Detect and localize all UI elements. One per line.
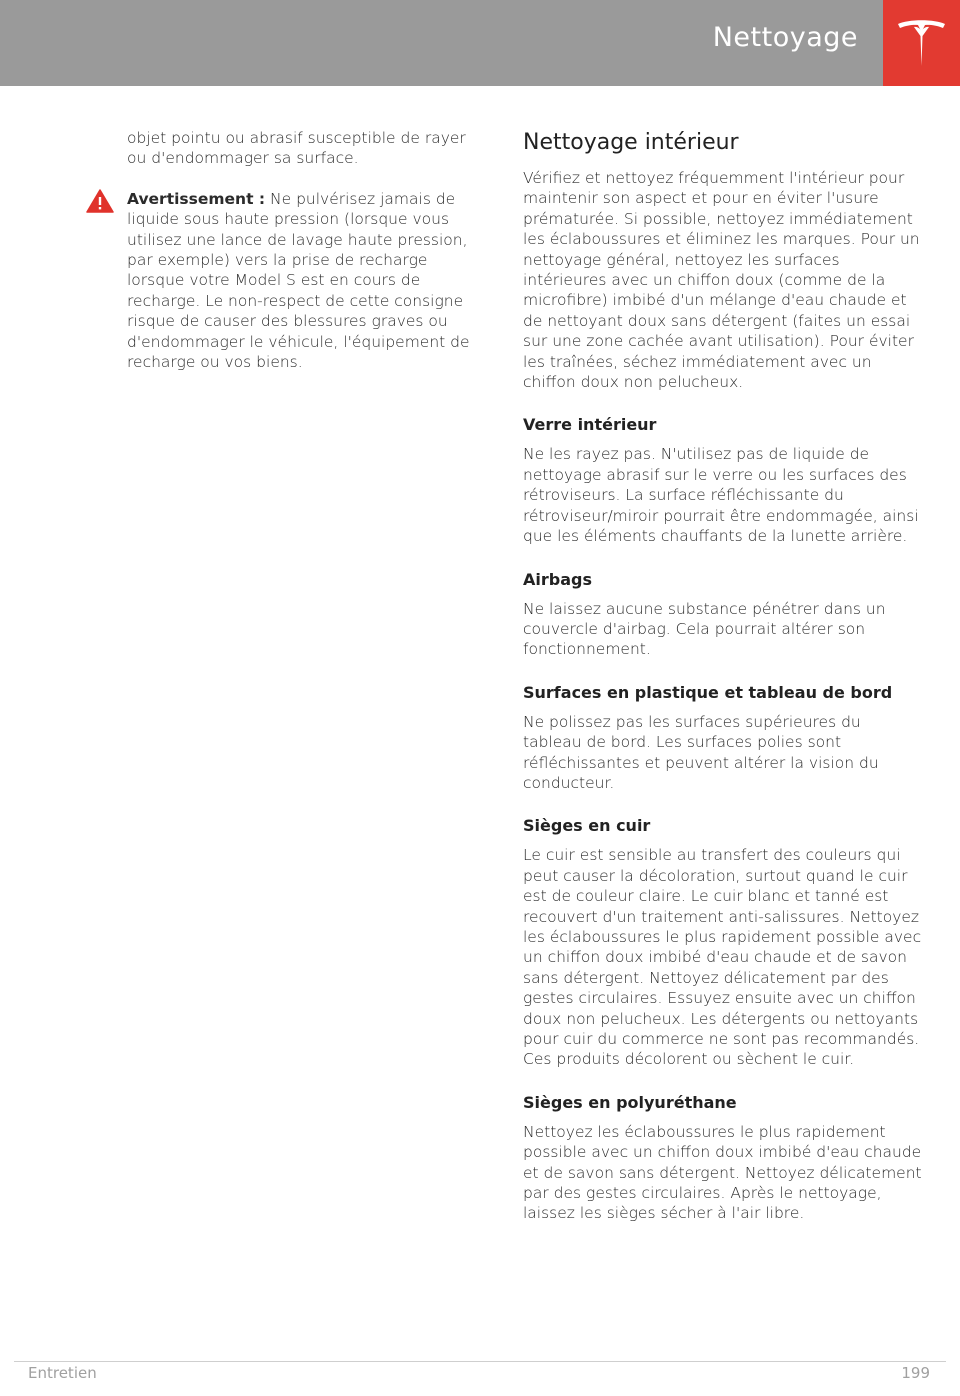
page-title: Nettoyage — [712, 22, 858, 53]
section-intro: Vérifiez et nettoyez fréquemment l'intérieur pour maintenir son aspect et pour en éviter l'usure prématurée. Si possible, nettoyez immédiatement les éclaboussures et éliminez les marques. Pour un nettoyage général, nettoyez les surfaces intérieures avec un chiffon doux (comme de la microfibre) imbibé d'un mélange d'eau chaude et de nettoyant doux sans détergent (faites un essai sur une zone cachée avant utilisation). Pour éviter les traînées, séchez immédiatement avec un chiffon doux non pelucheux. — [523, 169, 920, 392]
warning-block — [127, 189, 489, 373]
warning-icon — [86, 189, 114, 213]
brand-logo — [883, 0, 960, 86]
footer-section: Entretien — [28, 1364, 97, 1382]
subsection-body: Nettoyez les éclaboussures le plus rapidement possible avec un chiffon doux imbibé d'eau chaude et de savon sans détergent. Nettoyez délicatement par des gestes circulaires. Après le nettoyage, laissez les sièges sécher à l'air libre. — [523, 1122, 922, 1223]
subsection-heading: Surfaces en plastique et tableau de bord — [523, 682, 893, 702]
subsection-body: Le cuir est sensible au transfert des couleurs qui peut causer la décoloration, surtout quand le cuir est de couleur claire. Le cuir blanc et tanné est recouvert d'un traitement anti-salissures. Nettoyez les éclaboussures le plus rapidement possible avec un chiffon doux imbibé d'eau chaude et de savon sans détergent. Nettoyez délicatement par des gestes circulaires. Essuyez ensuite avec un chiffon doux non pelucheux. Les détergents ou nettoyants pour cuir du commerce ne sont pas recommandés. Ces produits décolorent ou sèchent le cuir. — [523, 846, 922, 1069]
subsection-body: Ne les rayez pas. N'utilisez pas de liquide de nettoyage abrasif sur le verre ou les surfaces des rétroviseurs. La surface réfléchissante du rétroviseur/miroir pourrait être endommagée, ainsi que les éléments chauffants de la lunette arrière. — [523, 445, 919, 546]
section-title: Nettoyage intérieur — [523, 130, 739, 155]
subsection-heading: Sièges en cuir — [523, 816, 651, 836]
page-header — [0, 0, 960, 86]
page-number: 199 — [901, 1364, 930, 1382]
subsection-heading: Verre intérieur — [523, 415, 657, 435]
subsection-heading: Airbags — [523, 569, 592, 589]
subsection-heading: Sièges en polyuréthane — [523, 1092, 737, 1112]
tesla-logo-icon — [896, 16, 947, 70]
warning-label: Avertissement : — [127, 189, 266, 208]
left-column — [127, 128, 489, 372]
warning-text: Ne pulvérisez jamais de liquide sous haute pression (lorsque vous utilisez une lance de lavage haute pression, par exemple) vers la prise de recharge lorsque votre Model S est en cours de recharge. Le non-respect de cette consigne risque de causer des blessures graves ou d'endommager le véhicule, l'équipement de recharge ou vos biens. — [127, 189, 470, 372]
subsection-body: Ne polissez pas les surfaces supérieures du tableau de bord. Les surfaces polies sont réfléchissantes et peuvent altérer la vision du conducteur. — [523, 712, 879, 792]
footer-divider — [14, 1361, 946, 1362]
right-column — [523, 128, 923, 1224]
subsection-body: Ne laissez aucune substance pénétrer dans un couvercle d'airbag. Cela pourrait altérer son fonctionnement. — [523, 599, 886, 659]
intro-paragraph: objet pointu ou abrasif susceptible de rayer ou d'endommager sa surface. — [127, 129, 466, 168]
